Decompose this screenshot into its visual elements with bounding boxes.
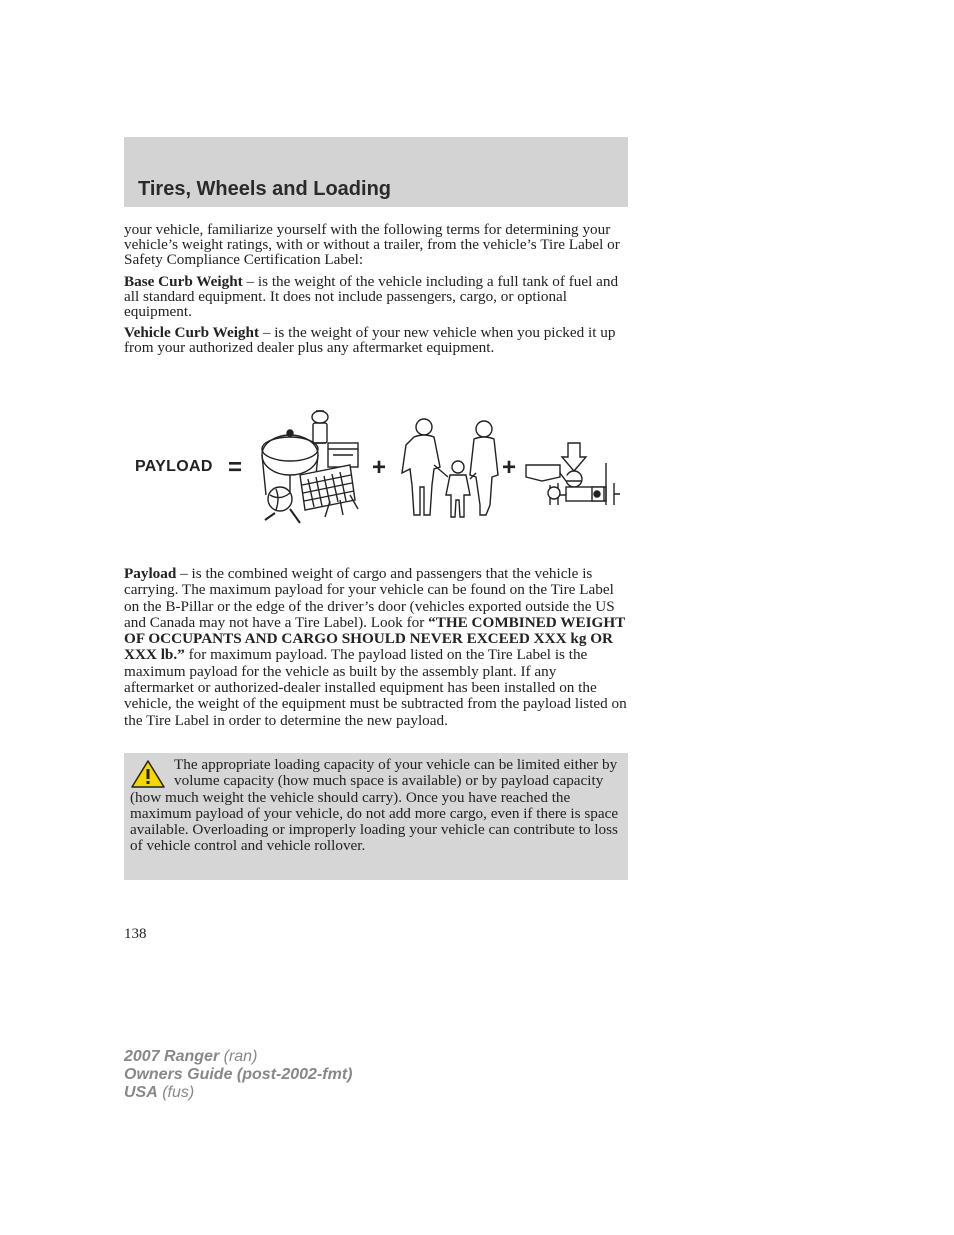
equals-sign: = (228, 454, 243, 481)
footer-line-3: USA (fus) (124, 1084, 195, 1101)
term-definition: – is the weight of your new vehicle when you picked it up from your authorized dealer plus any aftermarket equipment. (124, 324, 616, 357)
page-number: 138 (124, 926, 147, 942)
term-base-curb-weight (124, 274, 630, 320)
footer-line-2: Owners Guide (post-2002-fmt) (124, 1066, 353, 1083)
term-vehicle-curb-weight (124, 325, 630, 355)
plus-sign: + (502, 454, 517, 481)
payload-diagram (130, 405, 620, 525)
cargo-pile-icon (262, 411, 358, 523)
payload-text (124, 566, 630, 729)
warning-text: The appropriate loading capacity of your vehicle can be limited either by volume capacity (how much space is available) or by payload capacity (how much weight the vehicle should carry). Once you have reached the maximum payload of your vehicle, do not add more cargo, even if there is space available. Overloading or improperly loading your vehicle can contribute to loss of vehicle control and vehicle rollover. (130, 756, 619, 855)
passengers-icon (402, 419, 498, 517)
term-label: Payload (124, 565, 177, 582)
section-header (124, 137, 628, 207)
term-definition: – is the weight of the vehicle including a full tank of fuel and all standard equipment. It does not include passengers, cargo, or optional equipment. (124, 272, 619, 321)
trailer-hitch-icon (526, 443, 620, 505)
document-footer (124, 1048, 352, 1102)
footer-line-1: 2007 Ranger (ran) (124, 1048, 258, 1065)
body-text-top (124, 222, 630, 362)
payload-label-quote: “THE COMBINED WEIGHT OF OCCUPANTS AND CARGO SHOULD NEVER EXCEED XXX kg OR XXX lb.” (124, 613, 626, 664)
warning-content (130, 757, 620, 855)
payload-text-part1: – is the combined weight of cargo and passengers that the vehicle is carrying. The maximum payload for your vehicle can be found on the Tire Label on the B-Pillar or the edge of the driver’s door (vehicles exported outside the US and Canada may not have a Tire Label). Look for (124, 565, 615, 631)
warning-box (124, 753, 628, 880)
payload-illustration (130, 405, 620, 525)
term-label: Base Curb Weight (124, 272, 243, 290)
plus-sign: + (372, 454, 387, 481)
payload-text-part2: for maximum payload. The payload listed on the Tire Label is the maximum payload for the vehicle as built by the assembly plant. If any aftermarket or authorized-dealer installed equipment has been installed on the vehicle, the weight of the equipment must be subtracted from the payload listed on the Tire Label in order to determine the new payload. (124, 646, 627, 729)
payload-label: PAYLOAD (135, 458, 213, 475)
intro-paragraph: your vehicle, familiarize yourself with the following terms for determining your vehicle’s weight ratings, with or without a trailer, from the vehicle’s Tire Label or Safety Compliance Certification Label: (124, 221, 620, 269)
payload-paragraph (124, 566, 630, 735)
warning-triangle-icon (130, 759, 166, 789)
term-label: Vehicle Curb Weight (124, 324, 260, 342)
section-title: Tires, Wheels and Loading (138, 178, 392, 200)
